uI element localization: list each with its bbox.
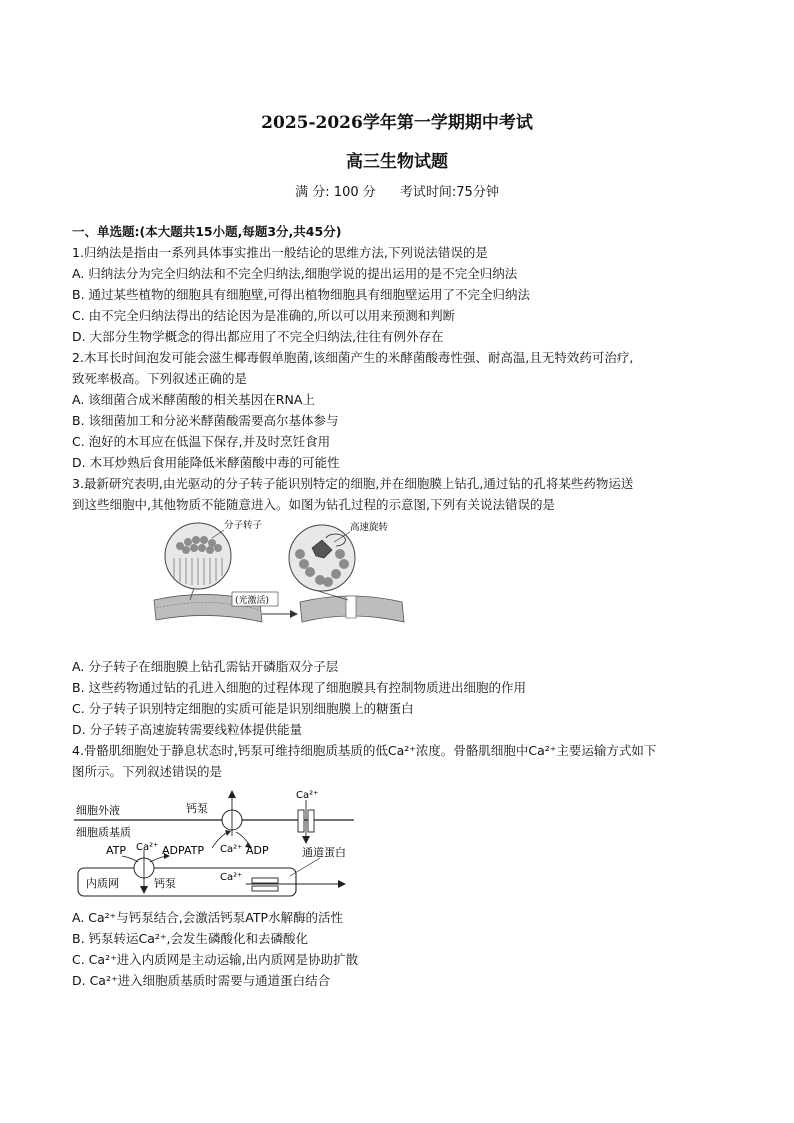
q2-option-b: B. 该细菌加工和分泌米酵菌酸需要高尔基体参与 — [72, 413, 339, 428]
ca-label-1: Ca²⁺ — [136, 842, 159, 853]
q4-option-d: D. Ca²⁺进入细胞质基质时需要与通道蛋白结合 — [72, 973, 331, 988]
q4-figure — [70, 786, 360, 902]
q2-option-d: D. 木耳炒熟后食用能降低米酵菌酸中毒的可能性 — [72, 455, 340, 470]
cytoplasm-label: 细胞质基质 — [76, 826, 131, 839]
q2-stem-line2: 致死率极高。下列叙述正确的是 — [72, 371, 248, 386]
q4-option-c: C. Ca²⁺进入内质网是主动运输,出内质网是协助扩散 — [72, 952, 359, 967]
q1-option-c: C. 由不完全归纳法得出的结论因为是准确的,所以可以用来预测和判断 — [72, 308, 456, 323]
q2-stem-line1: 2.木耳长时间泡发可能会滋生椰毒假单胞菌,该细菌产生的米酵菌酸毒性强、耐高温,且无特效药可治疗, — [72, 350, 634, 365]
q4-option-a: A. Ca²⁺与钙泵结合,会激活钙泵ATP水解酶的活性 — [72, 910, 344, 925]
exam-time: 考试时间:75分钟 — [399, 185, 499, 200]
exam-meta — [0, 181, 794, 200]
full-score: 满 分: 100 分 — [295, 185, 376, 200]
q3-figure — [150, 518, 410, 638]
exam-title: 2025-2026学年第一学期期中考试 — [261, 113, 533, 133]
q4-stem-line2: 图所示。下列叙述错误的是 — [72, 764, 223, 779]
atp-label-2: ATP — [184, 844, 205, 857]
adp-label-1: ADP — [162, 844, 185, 857]
exam-subtitle: 高三生物试题 — [346, 152, 448, 172]
channel-protein-label: 通道蛋白 — [302, 846, 346, 859]
section-title: 一、单选题:(本大题共15小题,每题3分,共45分) — [72, 224, 342, 239]
q2-option-c: C. 泡好的木耳应在低温下保存,并及时烹饪食用 — [72, 434, 331, 449]
q3-option-d: D. 分子转子高速旋转需要线粒体提供能量 — [72, 722, 303, 737]
rotor-label: 分子转子 — [224, 520, 263, 531]
calcium-transport-diagram — [70, 786, 360, 902]
q1-option-a: A. 归纳法分为完全归纳法和不完全归纳法,细胞学说的提出运用的是不完全归纳法 — [72, 266, 518, 281]
extracellular-label: 细胞外液 — [76, 804, 120, 817]
q2-option-a: A. 该细菌合成米酵菌酸的相关基因在RNA上 — [72, 392, 315, 407]
pump-label-er: 钙泵 — [154, 877, 176, 890]
atp-label-1: ATP — [106, 844, 127, 857]
q3-stem-line1: 3.最新研究表明,由光驱动的分子转子能识别特定的细胞,并在细胞膜上钻孔,通过钻的孔将某些药物运送 — [72, 476, 634, 491]
spin-label: 高速旋转 — [350, 522, 389, 533]
membrane-channel-protein — [308, 810, 314, 832]
q3-stem-line2: 到这些细胞中,其他物质不能随意进入。如图为钻孔过程的示意图,下列有关说法错误的是 — [72, 497, 555, 512]
q3-option-c: C. 分子转子识别特定细胞的实质可能是识别细胞膜上的糖蛋白 — [72, 701, 414, 716]
q1-stem: 1.归纳法是指由一系列具体事实推出一般结论的思维方法,下列说法错误的是 — [72, 245, 488, 260]
q1-option-b: B. 通过某些植物的细胞具有细胞壁,可得出植物细胞具有细胞壁运用了不完全归纳法 — [72, 287, 530, 302]
ca-label-er: Ca²⁺ — [220, 872, 243, 883]
ca-label-top: Ca²⁺ — [296, 790, 319, 801]
molecular-rotor-diagram — [150, 518, 410, 638]
ca-label-2: Ca²⁺ — [220, 844, 243, 855]
light-activation-label: (光激活) — [235, 596, 270, 606]
pump-label-top: 钙泵 — [186, 802, 208, 815]
q3-option-a: A. 分子转子在细胞膜上钻孔需钻开磷脂双分子层 — [72, 659, 339, 674]
q1-option-d: D. 大部分生物学概念的得出都应用了不完全归纳法,往往有例外存在 — [72, 329, 444, 344]
er-label: 内质网 — [86, 877, 119, 890]
q3-option-b: B. 这些药物通过钻的孔进入细胞的过程体现了细胞膜具有控制物质进出细胞的作用 — [72, 680, 527, 695]
adp-label-2: ADP — [246, 844, 269, 857]
q4-stem-line1: 4.骨骼肌细胞处于静息状态时,钙泵可维持细胞质基质的低Ca²⁺浓度。骨骼肌细胞中Ca²⁺主要运输方式如下 — [72, 743, 657, 758]
q4-option-b: B. 钙泵转运Ca²⁺,会发生磷酸化和去磷酸化 — [72, 931, 308, 946]
er-channel-protein — [252, 886, 278, 891]
